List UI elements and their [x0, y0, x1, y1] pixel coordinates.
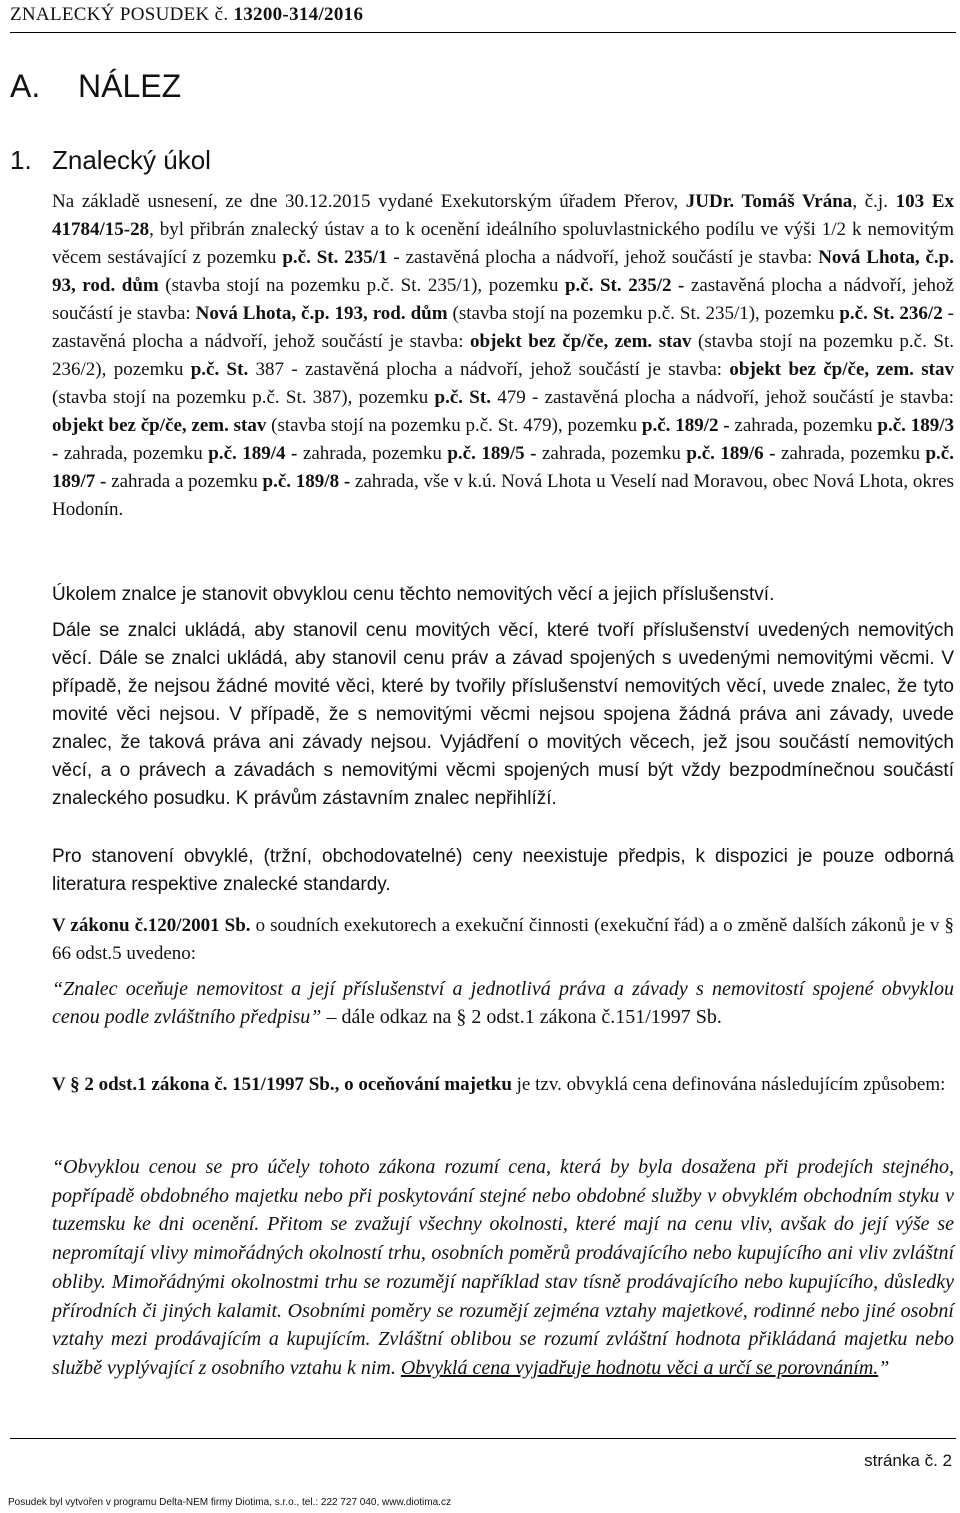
text-run: “Obvyklou cenou se pro účely tohoto zákona rozumí cena, která by byla dosažena při prodejích stejného, popřípadě obdobného majetku nebo při poskytování stejné nebo obdobné služby v obvyklém obchodním styku v tuzemsku ke dni ocenění. Přitom se zvažují všechny okolnosti, které mají na cenu vliv, avšak do její výše se nepromítají vlivy mimořádných okolností trhu, osobních poměrů prodávajícího nebo kupujícího ani vliv zvláštní obliby. Mimořádnými okolnostmi trhu se rozumějí například stav tísně prodávajícího nebo kupujícího, důsledky přírodních či jiných kalamit. Osobními poměry se rozumějí zejména vztahy majetkové, rodinné nebo jiné osobní vztahy mezi prodávajícím a kupujícím. Zvláštní oblibou se rozumí zvláštní hodnota přikládaná majetku nebo službě vyplývající z osobního vztahu k nim. [52, 1156, 954, 1379]
text-run: o soudních exekutorech a exekuční činnosti (exekuční řád) a o změně dalších zákonů je v § 66 odst.5 uvedeno: [52, 915, 955, 964]
text-run: zahrada a pozemku [106, 471, 263, 492]
task-goal-paragraph [52, 581, 954, 609]
law-quote-paragraph [52, 975, 954, 1031]
text-run: (stavba stojí na pozemku p.č. St. 235/1), pozemku [158, 275, 565, 296]
text-run: “Znalec oceňuje nemovitost a její příslušenství a jednotlivá práva a závady s nemovitostí spojené obvyklou cenou podle zvláštního předpisu” [52, 978, 954, 1028]
price-basis-paragraph [52, 843, 954, 899]
text-run: – dále odkaz na § 2 odst.1 zákona č.151/1997 Sb. [321, 1006, 722, 1028]
text-run: p.č. 189/3 - [52, 415, 954, 464]
text-run: p.č. 189/7 - [52, 443, 954, 492]
text-run: 479 - zastavěná plocha a nádvoří, jehož součástí je stavba: [490, 387, 954, 408]
definition-quote-paragraph [52, 1153, 954, 1383]
text-run: p.č. 189/4 - [208, 443, 298, 464]
section-letter: A. [10, 68, 41, 104]
text-run: zastavěná plocha a nádvoří, jehož součástí je stavba: [52, 275, 954, 324]
text-run: Obvyklá cena vyjadřuje hodnotu věci a určí se porovnáním. [400, 1356, 879, 1379]
text-run: Na základě usnesení, ze dne 30.12.2015 vydané Exekutorským úřadem Přerov, [52, 191, 686, 212]
text-run: ” [878, 1356, 890, 1379]
text-run: zahrada, pozemku [536, 443, 687, 464]
task-paragraph-text [52, 188, 954, 524]
text-run: 103 Ex 41784/15-28 [52, 191, 954, 240]
text-run: p.č. 189/8 - [262, 471, 351, 492]
page-number-value: 2 [942, 1451, 952, 1470]
text-run: - zastavěná plocha a nádvoří, jehož součástí je stavba: [52, 303, 954, 352]
text-run: zahrada, pozemku [775, 443, 926, 464]
text-run: je tzv. obvyklá cena definována následujícím způsobem: [511, 1074, 946, 1095]
text-run: objekt bez čp/če, zem. stav [729, 359, 954, 380]
subsection-title: Znalecký úkol [52, 145, 211, 175]
text-run: zahrada, pozemku [729, 415, 878, 436]
text-run: objekt bez čp/če, zem. stav [52, 415, 267, 436]
text-run: , byl přibrán znalecký ústav a to k ocenění ideálního spoluvlastnického podílu ve výši 1/2 k nemovitým věcem sestávající z pozemku [52, 219, 954, 268]
header-document-number: 13200-314/2016 [233, 4, 364, 25]
text-run: p.č. 189/6 - [686, 443, 776, 464]
text-run: 387 - zastavěná plocha a nádvoří, jehož součástí je stavba: [248, 359, 730, 380]
text-run: p.č. St. [190, 359, 249, 380]
task-details-paragraph [52, 617, 954, 813]
text-run: (stavba stojí na pozemku p.č. St. 479), pozemku [266, 415, 642, 436]
valuation-intro-paragraph [52, 1071, 954, 1099]
text-run: Nová Lhota, č.p. 93, rod. dům [52, 247, 954, 296]
page-number [864, 1451, 952, 1471]
footer-note: Posudek byl vytvořen v programu Delta-NEM firmy Diotima, s.r.o., tel.: 222 727 040, www.diotima.cz [8, 1497, 451, 1508]
task-goal-text: Úkolem znalce je stanovit obvyklou cenu těchto nemovitých věcí a jejich příslušenství. [52, 584, 775, 605]
text-run: Nová Lhota, č.p. 193, rod. dům [195, 303, 448, 324]
section-heading [10, 68, 181, 105]
text-run: zahrada, pozemku [297, 443, 448, 464]
text-run: p.č. 189/2 - [641, 415, 730, 436]
text-run: - zastavěná plocha a nádvoří, jehož součástí je stavba: [387, 247, 819, 268]
text-run: , č.j. [852, 191, 896, 212]
text-run: p.č. St. 235/2 - [564, 275, 685, 296]
law-quote-text [52, 975, 954, 1031]
document-header [10, 4, 956, 33]
subsection-number: 1. [10, 145, 32, 175]
definition-text [52, 1153, 954, 1383]
footer-divider [10, 1438, 956, 1439]
law-intro-text [52, 912, 954, 968]
header-title: ZNALECKÝ POSUDEK č. [10, 4, 234, 25]
page-label: stránka č. [864, 1451, 938, 1470]
valuation-intro-text [52, 1071, 954, 1099]
text-run: JUDr. Tomáš Vrána [685, 191, 853, 212]
price-basis-text: Pro stanovení obvyklé, (tržní, obchodovatelné) ceny neexistuje předpis, k dispozici je pouze odborná literatura respektive znalecké standardy. [52, 846, 954, 895]
section-title: NÁLEZ [78, 68, 182, 104]
text-run: p.č. St. [434, 387, 491, 408]
text-run: V § 2 odst.1 zákona č. 151/1997 Sb., o oceňování majetku [52, 1074, 512, 1095]
task-details-text: Dále se znalci ukládá, aby stanovil cenu movitých věcí, které tvoří příslušenství uvedených nemovitých věcí. Dále se znalci ukládá, aby stanovil cenu práv a závad spojených s uvedenými nemovitými věcmi. V případě, že nejsou žádné movité věci, které by tvořily příslušenství nemovitých věcí, uvede znalec, že tyto movité věci nejsou. V případě, že s nemovitými věcmi nejsou spojena žádná práva ani závady, uvede znalec, že taková práva ani závady nejsou. Vyjádření o movitých věcech, jež jsou součástí nemovitých věcí, a o právech a závadách s nemovitými věcmi spojených musí být vždy bezpodmínečnou součástí znaleckého posudku. K právům zástavním znalec nepřihlíží. [52, 620, 954, 809]
text-run: objekt bez čp/če, zem. stav [470, 331, 692, 352]
text-run: (stavba stojí na pozemku p.č. St. 387), pozemku [52, 387, 435, 408]
law-intro-paragraph [52, 912, 954, 968]
subsection-heading [10, 145, 211, 176]
text-run: p.č. St. 236/2 [839, 303, 943, 324]
text-run: (stavba stojí na pozemku p.č. St. 235/1), pozemku [447, 303, 840, 324]
text-run: zahrada, vše v k.ú. Nová Lhota u Veselí nad Moravou, obec Nová Lhota, okres Hodonín. [52, 471, 955, 520]
text-run: (stavba stojí na pozemku p.č. St. 236/2), pozemku [52, 331, 954, 380]
text-run: V zákonu č.120/2001 Sb. [52, 915, 251, 936]
text-run: p.č. St. 235/1 [282, 247, 388, 268]
text-run: p.č. 189/5 - [447, 443, 537, 464]
task-paragraph [52, 188, 954, 524]
text-run: zahrada, pozemku [58, 443, 209, 464]
